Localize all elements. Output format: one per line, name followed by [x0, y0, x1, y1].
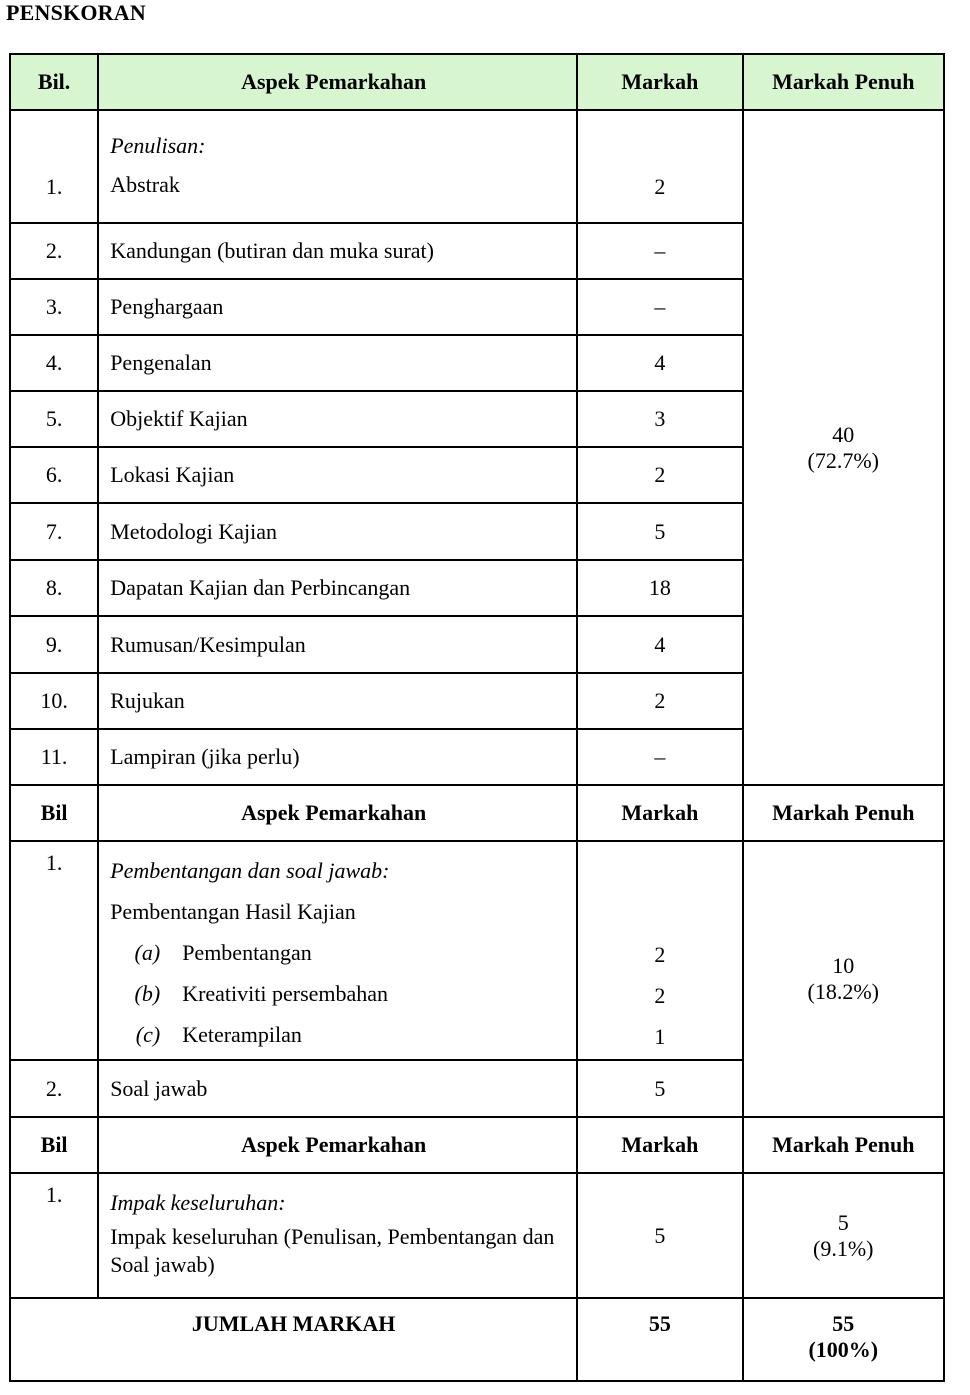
row-no: 11.	[10, 729, 98, 785]
row-marks: 5	[577, 503, 742, 560]
section3-full-value: 5	[837, 1209, 849, 1235]
section2-full-pct: (18.2%)	[807, 979, 880, 1004]
category-label: Pembentangan dan soal jawab:	[110, 858, 390, 883]
table-header	[10, 54, 944, 110]
row-aspect: Abstrak	[110, 171, 180, 197]
sub-item-label: Keterampilan	[182, 1022, 302, 1047]
row-no: 5.	[10, 391, 98, 447]
row-aspect: Rumusan/Kesimpulan	[98, 616, 577, 673]
row-no: 2.	[10, 223, 98, 279]
row-no: 3.	[10, 279, 98, 335]
sub-item-marks: 1	[654, 1024, 666, 1049]
row-no: 9.	[10, 616, 98, 673]
row-marks: 2	[577, 673, 742, 729]
section3-full-pct: (9.1%)	[813, 1235, 874, 1261]
row-aspect: Pengenalan	[98, 335, 577, 391]
header-full-marks: Markah Penuh	[743, 785, 944, 841]
row-marks: 3	[577, 391, 742, 447]
row-aspect: Metodologi Kajian	[98, 503, 577, 560]
row-no: 8.	[10, 560, 98, 616]
row-marks: –	[577, 223, 742, 279]
sub-item-label: Kreativiti persembahan	[182, 981, 389, 1006]
row-marks: 4	[577, 616, 742, 673]
table-subheader	[10, 1117, 944, 1173]
header-full-marks: Markah Penuh	[743, 54, 944, 110]
category-label: Penulisan:	[110, 132, 206, 158]
total-label: JUMLAH MARKAH	[10, 1298, 577, 1381]
table-row	[10, 841, 944, 1060]
header-aspect: Aspek Pemarkahan	[98, 1117, 577, 1173]
header-no: Bil	[10, 1117, 98, 1173]
table-row	[10, 1173, 944, 1298]
section2-full-value: 10	[832, 953, 855, 978]
row-marks: 5	[577, 1173, 742, 1298]
row-aspect: Lokasi Kajian	[98, 447, 577, 503]
row-no: 10.	[10, 673, 98, 729]
section1-full-marks	[743, 110, 944, 785]
sub-item-marks: 2	[654, 942, 666, 967]
sub-item-label: Pembentangan	[182, 940, 312, 965]
sub-item-letter: (b)	[134, 981, 161, 1006]
total-full-pct: (100%)	[808, 1337, 879, 1362]
sub-item-letter: (a)	[134, 940, 161, 965]
header-marks: Markah	[577, 785, 742, 841]
header-no: Bil.	[10, 54, 98, 110]
row-aspect: Soal jawab	[98, 1060, 577, 1117]
header-marks: Markah	[577, 1117, 742, 1173]
total-marks: 55	[577, 1298, 742, 1381]
section2-full-marks	[743, 841, 944, 1117]
row-aspect: Impak keseluruhan (Penulisan, Pembentangan dan Soal jawab)	[110, 1224, 555, 1277]
scoring-table	[9, 53, 945, 1382]
sub-item-marks: 2	[654, 983, 666, 1008]
row-aspect: Rujukan	[98, 673, 577, 729]
total-row	[10, 1298, 944, 1381]
sub-heading: Pembentangan Hasil Kajian	[110, 899, 356, 924]
row-no: 6.	[10, 447, 98, 503]
total-full-value: 55	[832, 1311, 855, 1336]
sub-item	[110, 1014, 568, 1055]
header-aspect: Aspek Pemarkahan	[98, 785, 577, 841]
header-aspect: Aspek Pemarkahan	[98, 54, 577, 110]
row-marks: 2	[577, 447, 742, 503]
page-title: PENSKORAN	[6, 0, 146, 25]
section1-full-pct: (72.7%)	[807, 447, 880, 473]
row-marks: –	[577, 729, 742, 785]
row-aspect: Objektif Kajian	[98, 391, 577, 447]
row-marks: 18	[577, 560, 742, 616]
row-marks: 4	[577, 335, 742, 391]
category-label: Impak keseluruhan:	[110, 1190, 286, 1215]
row-marks: –	[577, 279, 742, 335]
row-no: 4.	[10, 335, 98, 391]
section3-full-marks	[743, 1173, 944, 1298]
header-no: Bil	[10, 785, 98, 841]
row-no: 2.	[10, 1060, 98, 1117]
total-full-marks	[743, 1298, 944, 1381]
row-no: 1.	[10, 1173, 98, 1298]
sub-item-letter: (c)	[135, 1022, 161, 1047]
header-full-marks: Markah Penuh	[743, 1117, 944, 1173]
table-row	[10, 110, 944, 223]
row-aspect: Penghargaan	[98, 279, 577, 335]
row-marks: 2	[577, 110, 742, 223]
sub-item	[110, 973, 568, 1014]
row-marks: 5	[577, 1060, 742, 1117]
row-no: 1.	[10, 110, 98, 223]
header-marks: Markah	[577, 54, 742, 110]
row-aspect: Lampiran (jika perlu)	[98, 729, 577, 785]
table-subheader	[10, 785, 944, 841]
row-no: 7.	[10, 503, 98, 560]
row-no: 1.	[10, 841, 98, 1060]
row-aspect: Kandungan (butiran dan muka surat)	[98, 223, 577, 279]
row-aspect: Dapatan Kajian dan Perbincangan	[98, 560, 577, 616]
sub-item	[110, 932, 568, 973]
section1-full-value: 40	[832, 421, 855, 447]
